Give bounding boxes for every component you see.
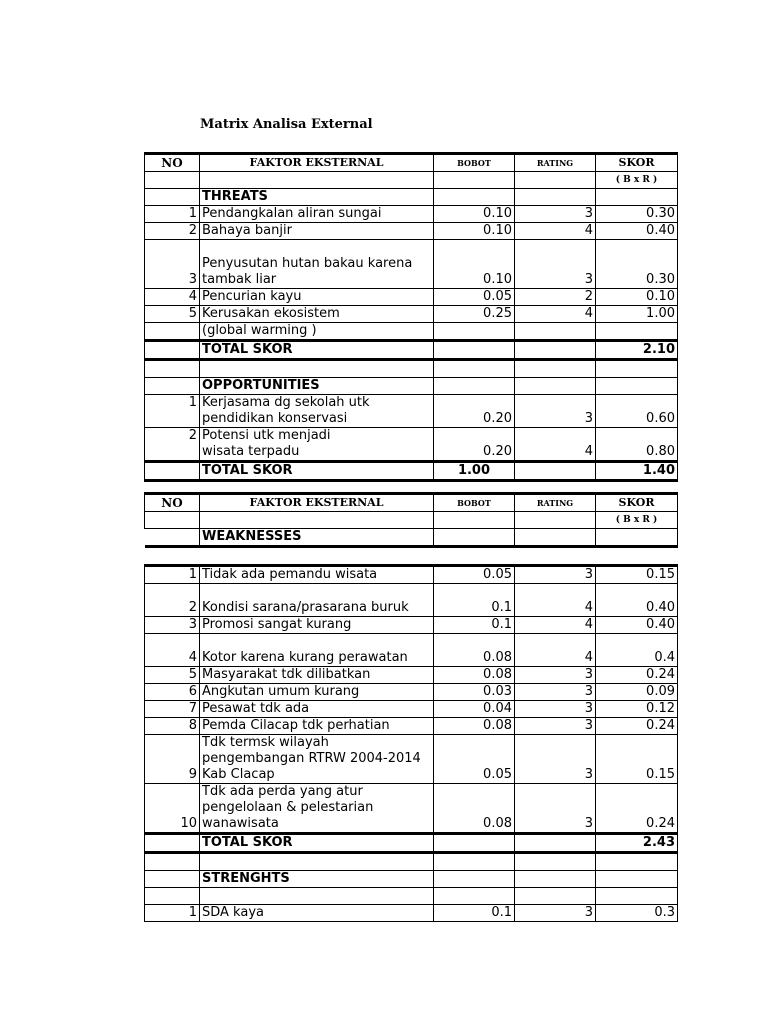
section-row [145,529,678,547]
row-faktor-line: Kerjasama dg sekolah utk [202,395,370,410]
row-faktor: Pemda Cilacap tdk perhatian [200,718,434,735]
row-rating: 3 [515,566,596,584]
total-label: TOTAL SKOR [200,834,434,853]
header-bobot: BOBOT [434,494,515,512]
row-faktor-continuation: (global warming ) [200,323,434,341]
row-faktor: Tdk termsk wilayah pengembangan RTRW 2004-2014 Kab Clacap [200,735,434,784]
row-faktor: Bahaya banjir [200,223,434,240]
table-row [145,667,678,684]
row-no: 3 [145,240,200,289]
row-faktor [200,428,434,462]
row-bobot: 0.20 [434,395,515,428]
section-row [145,189,678,206]
row-no: 1 [145,905,200,922]
row-bobot: 0.1 [434,905,515,922]
row-faktor: Angkutan umum kurang [200,684,434,701]
row-rating: 2 [515,289,596,306]
section-label-threats: THREATS [200,189,434,206]
row-no: 2 [145,223,200,240]
header-skor: SKOR [596,494,678,512]
row-bobot: 0.08 [434,718,515,735]
row-faktor: Masyarakat tdk dilibatkan [200,667,434,684]
blank-row [145,853,678,871]
header-skor-formula: ( B x R ) [596,512,678,529]
row-bobot: 0.04 [434,701,515,718]
header-no: NO [145,154,200,172]
row-rating: 4 [515,584,596,617]
row-rating: 4 [515,306,596,323]
row-skor: 0.4 [596,634,678,667]
header-faktor: FAKTOR EKSTERNAL [200,494,434,512]
row-skor: 0.15 [596,566,678,584]
row-rating: 3 [515,395,596,428]
row-rating: 3 [515,667,596,684]
row-skor: 0.30 [596,240,678,289]
total-skor: 2.10 [596,341,678,360]
total-row [145,462,678,481]
total-label: TOTAL SKOR [200,462,434,481]
row-faktor: Kerusakan ekosistem [200,306,434,323]
header-rating: RATING [515,494,596,512]
total-bobot: 1.00 [434,462,515,481]
row-no: 3 [145,617,200,634]
header-skor-formula: ( B x R ) [596,172,678,189]
row-no: 10 [145,784,200,834]
row-bobot: 0.20 [434,428,515,462]
table-row [145,223,678,240]
table-row [145,240,678,289]
blank-row [145,547,678,566]
row-skor: 0.24 [596,718,678,735]
row-skor: 0.09 [596,684,678,701]
section-label-strengths: STRENGHTS [200,871,434,888]
row-no: 9 [145,735,200,784]
row-no: 2 [145,428,200,462]
row-bobot: 0.10 [434,223,515,240]
table-row [145,206,678,223]
row-faktor: Penyusutan hutan bakau karena tambak liar [200,240,434,289]
section-label-weaknesses: WEAKNESSES [200,529,434,547]
section-label-opportunities: OPPORTUNITIES [200,378,434,395]
row-skor: 0.80 [596,428,678,462]
row-skor: 0.24 [596,667,678,684]
row-bobot: 0.03 [434,684,515,701]
row-no: 5 [145,667,200,684]
row-faktor: Tdk ada perda yang atur pengelolaan & pelestarian wanawisata [200,784,434,834]
row-bobot: 0.08 [434,667,515,684]
row-bobot: 0.08 [434,784,515,834]
row-bobot: 0.10 [434,206,515,223]
row-rating: 3 [515,206,596,223]
row-rating: 3 [515,905,596,922]
row-no: 1 [145,395,200,428]
row-no: 1 [145,566,200,584]
row-bobot: 0.1 [434,584,515,617]
row-faktor [200,395,434,428]
row-no: 5 [145,306,200,323]
total-skor: 2.43 [596,834,678,853]
row-no: 1 [145,206,200,223]
row-skor: 0.24 [596,784,678,834]
table-row [145,784,678,834]
row-no: 6 [145,684,200,701]
row-skor: 0.10 [596,289,678,306]
table-row [145,584,678,617]
row-faktor-line: Potensi utk menjadi [202,428,331,443]
row-skor: 0.40 [596,223,678,240]
header-skor: SKOR [596,154,678,172]
row-no: 7 [145,701,200,718]
row-skor: 0.15 [596,735,678,784]
row-skor: 0.3 [596,905,678,922]
table-row [145,634,678,667]
table-row [145,395,678,428]
table-row [145,905,678,922]
row-skor: 0.30 [596,206,678,223]
row-faktor: Pesawat tdk ada [200,701,434,718]
row-skor: 0.40 [596,584,678,617]
row-rating: 3 [515,701,596,718]
table-row [145,428,678,462]
row-rating: 3 [515,784,596,834]
row-bobot: 0.1 [434,617,515,634]
table-row [145,289,678,306]
row-faktor: Promosi sangat kurang [200,617,434,634]
row-faktor-line: pendidikan konservasi [202,411,348,426]
row-bobot: 0.25 [434,306,515,323]
row-no: 4 [145,289,200,306]
table-row [145,323,678,341]
section-row [145,378,678,395]
header-faktor: FAKTOR EKSTERNAL [200,154,434,172]
row-bobot: 0.05 [434,289,515,306]
table-header-subrow [145,172,678,189]
row-no: 2 [145,584,200,617]
total-row [145,834,678,853]
table-header-row [145,154,678,172]
row-skor: 0.60 [596,395,678,428]
row-faktor: Tidak ada pemandu wisata [200,566,434,584]
external-matrix-table-threats-opportunities [144,152,678,482]
row-skor: 0.12 [596,701,678,718]
table-row [145,684,678,701]
row-faktor: Kondisi sarana/prasarana buruk [200,584,434,617]
total-skor: 1.40 [596,462,678,481]
row-faktor-line: wisata terpadu [202,444,300,459]
total-label: TOTAL SKOR [200,341,434,360]
row-skor: 1.00 [596,306,678,323]
row-bobot: 0.05 [434,735,515,784]
document-title: Matrix Analisa External [200,117,373,132]
blank-row [145,888,678,905]
row-faktor: Pendangkalan aliran sungai [200,206,434,223]
table-row [145,617,678,634]
row-skor: 0.40 [596,617,678,634]
row-no: 4 [145,634,200,667]
header-no: NO [145,494,200,512]
blank-row [145,360,678,378]
row-rating: 3 [515,684,596,701]
row-faktor: Pencurian kayu [200,289,434,306]
row-bobot: 0.08 [434,634,515,667]
row-no: 8 [145,718,200,735]
row-rating: 4 [515,634,596,667]
row-rating: 3 [515,718,596,735]
table-header-subrow [145,512,678,529]
row-faktor: SDA kaya [200,905,434,922]
row-rating: 3 [515,240,596,289]
row-rating: 4 [515,223,596,240]
external-matrix-table-weaknesses-strengths [144,492,678,922]
table-header-row [145,494,678,512]
table-row [145,306,678,323]
table-row [145,566,678,584]
header-rating: RATING [515,154,596,172]
row-rating: 3 [515,735,596,784]
row-bobot: 0.10 [434,240,515,289]
row-bobot: 0.05 [434,566,515,584]
table-row [145,701,678,718]
table-row [145,718,678,735]
total-row [145,341,678,360]
row-faktor: Kotor karena kurang perawatan [200,634,434,667]
header-bobot: BOBOT [434,154,515,172]
row-rating: 4 [515,428,596,462]
section-row [145,871,678,888]
row-rating: 4 [515,617,596,634]
table-row [145,735,678,784]
